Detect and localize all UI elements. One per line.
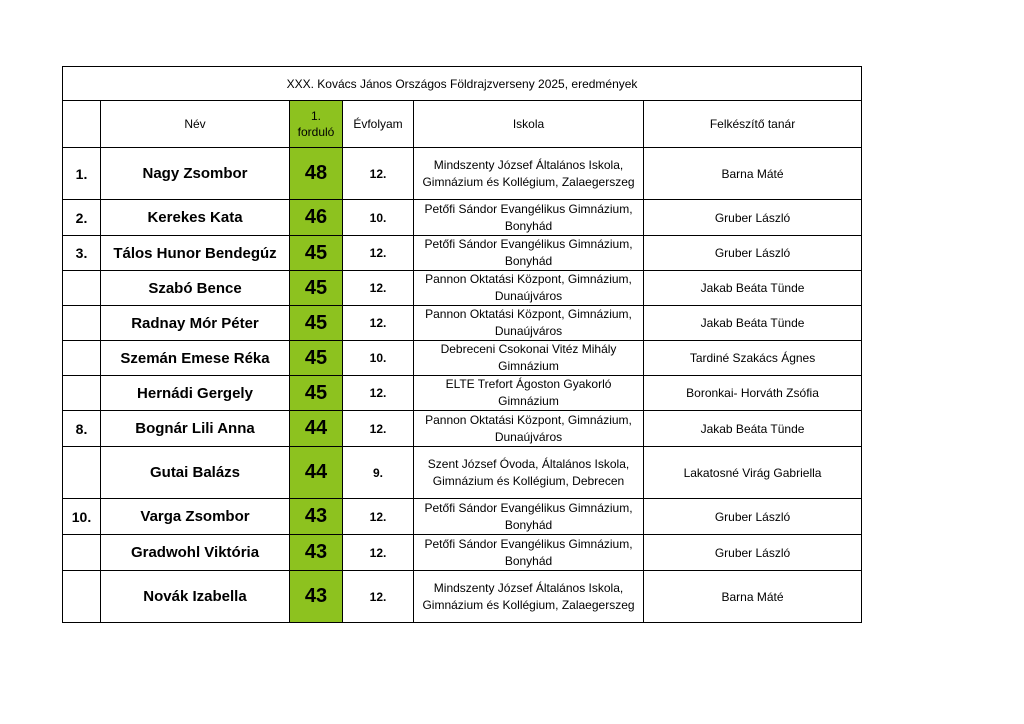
score-cell: 43 — [290, 535, 343, 571]
school-line: Gimnázium — [498, 394, 559, 408]
school-line: Bonyhád — [504, 254, 553, 268]
table-row — [63, 535, 862, 571]
table-row — [63, 341, 862, 376]
school-line: Petőfi Sándor Evangélikus Gimnázium, — [424, 201, 633, 216]
table-row — [63, 148, 862, 200]
school-line: Petőfi Sándor Evangélikus Gimnázium, — [424, 536, 633, 551]
teacher-cell: Gruber László — [644, 499, 862, 535]
school-cell — [414, 148, 644, 200]
grade-cell: 12. — [343, 148, 414, 200]
school-line: Debreceni Csokonai Vitéz Mihály — [440, 342, 617, 356]
school-line: Mindszenty József Általános Iskola, — [433, 157, 624, 172]
school-line: Szent József Óvoda, Általános Iskola, — [427, 456, 630, 471]
school-line: Dunaújváros — [494, 289, 563, 303]
grade-cell: 12. — [343, 571, 414, 623]
name-cell: Varga Zsombor — [101, 499, 290, 535]
school-line: Bonyhád — [504, 218, 553, 233]
score-cell: 43 — [290, 499, 343, 535]
school-line: Petőfi Sándor Evangélikus Gimnázium, — [424, 237, 633, 251]
school-line: Mindszenty József Általános Iskola, — [433, 580, 624, 595]
header-rank — [63, 101, 101, 148]
rank-cell: 1. — [63, 148, 101, 200]
table-row — [63, 376, 862, 411]
grade-cell: 12. — [343, 499, 414, 535]
table-row — [63, 306, 862, 341]
school-line: Bonyhád — [504, 553, 553, 568]
name-cell: Szabó Bence — [101, 271, 290, 306]
score-cell: 44 — [290, 411, 343, 447]
grade-cell: 10. — [343, 341, 414, 376]
name-cell: Tálos Hunor Bendegúz — [101, 236, 290, 271]
rank-cell — [63, 271, 101, 306]
table-title: XXX. Kovács János Országos Földrajzverseny 2025, eredmények — [63, 67, 862, 101]
table-row — [63, 200, 862, 236]
score-cell: 45 — [290, 376, 343, 411]
school-line: Dunaújváros — [494, 429, 563, 444]
teacher-cell: Boronkai- Horváth Zsófia — [644, 376, 862, 411]
name-cell: Gradwohl Viktória — [101, 535, 290, 571]
score-cell: 45 — [290, 271, 343, 306]
rank-cell — [63, 535, 101, 571]
teacher-cell: Gruber László — [644, 200, 862, 236]
header-round-line1: 1. — [310, 109, 321, 123]
name-cell: Radnay Mór Péter — [101, 306, 290, 341]
school-cell — [414, 447, 644, 499]
rank-cell: 3. — [63, 236, 101, 271]
teacher-cell: Gruber László — [644, 535, 862, 571]
school-cell — [414, 306, 644, 341]
name-cell: Bognár Lili Anna — [101, 411, 290, 447]
score-cell: 45 — [290, 341, 343, 376]
teacher-cell: Barna Máté — [644, 148, 862, 200]
header-teacher: Felkészítő tanár — [644, 101, 862, 148]
table-row — [63, 411, 862, 447]
rank-cell — [63, 571, 101, 623]
score-cell: 48 — [290, 148, 343, 200]
score-cell: 46 — [290, 200, 343, 236]
teacher-cell: Jakab Beáta Tünde — [644, 271, 862, 306]
table-row — [63, 271, 862, 306]
header-row — [63, 101, 862, 148]
school-cell — [414, 411, 644, 447]
score-cell: 44 — [290, 447, 343, 499]
results-table — [62, 66, 862, 623]
grade-cell: 12. — [343, 535, 414, 571]
rank-cell: 8. — [63, 411, 101, 447]
school-cell — [414, 236, 644, 271]
school-line: Dunaújváros — [494, 324, 563, 338]
grade-cell: 12. — [343, 411, 414, 447]
school-line: Gimnázium és Kollégium, Zalaegerszeg — [422, 174, 635, 189]
grade-cell: 12. — [343, 271, 414, 306]
rank-cell: 2. — [63, 200, 101, 236]
school-cell — [414, 376, 644, 411]
school-line: Pannon Oktatási Központ, Gimnázium, — [425, 272, 632, 286]
school-line: Pannon Oktatási Központ, Gimnázium, — [425, 412, 632, 427]
grade-cell: 12. — [343, 376, 414, 411]
table-row — [63, 236, 862, 271]
name-cell: Szemán Emese Réka — [101, 341, 290, 376]
rank-cell — [63, 341, 101, 376]
name-cell: Novák Izabella — [101, 571, 290, 623]
rank-cell — [63, 306, 101, 341]
rank-cell: 10. — [63, 499, 101, 535]
school-cell — [414, 571, 644, 623]
header-grade: Évfolyam — [343, 101, 414, 148]
teacher-cell: Barna Máté — [644, 571, 862, 623]
school-line: Gimnázium — [498, 359, 559, 373]
teacher-cell: Jakab Beáta Tünde — [644, 411, 862, 447]
table-row — [63, 571, 862, 623]
grade-cell: 10. — [343, 200, 414, 236]
header-name: Név — [101, 101, 290, 148]
school-cell — [414, 271, 644, 306]
score-cell: 45 — [290, 306, 343, 341]
school-cell — [414, 535, 644, 571]
teacher-cell: Jakab Beáta Tünde — [644, 306, 862, 341]
teacher-cell: Lakatosné Virág Gabriella — [644, 447, 862, 499]
rank-cell — [63, 376, 101, 411]
header-school: Iskola — [414, 101, 644, 148]
grade-cell: 12. — [343, 236, 414, 271]
teacher-cell: Gruber László — [644, 236, 862, 271]
school-cell — [414, 341, 644, 376]
name-cell: Hernádi Gergely — [101, 376, 290, 411]
school-line: Petőfi Sándor Evangélikus Gimnázium, — [424, 500, 633, 515]
teacher-cell: Tardiné Szakács Ágnes — [644, 341, 862, 376]
grade-cell: 12. — [343, 306, 414, 341]
name-cell: Gutai Balázs — [101, 447, 290, 499]
school-line: Pannon Oktatási Központ, Gimnázium, — [425, 307, 632, 321]
table-row — [63, 447, 862, 499]
school-line: Bonyhád — [504, 517, 553, 532]
header-round-line2: forduló — [297, 125, 335, 139]
rank-cell — [63, 447, 101, 499]
table-row — [63, 499, 862, 535]
school-cell — [414, 499, 644, 535]
name-cell: Nagy Zsombor — [101, 148, 290, 200]
school-line: ELTE Trefort Ágoston Gyakorló — [445, 377, 612, 391]
score-cell: 45 — [290, 236, 343, 271]
results-body — [63, 148, 862, 623]
title-row — [63, 67, 862, 101]
name-cell: Kerekes Kata — [101, 200, 290, 236]
header-round — [290, 101, 343, 148]
grade-cell: 9. — [343, 447, 414, 499]
school-cell — [414, 200, 644, 236]
score-cell: 43 — [290, 571, 343, 623]
school-line: Gimnázium és Kollégium, Debrecen — [432, 473, 625, 488]
school-line: Gimnázium és Kollégium, Zalaegerszeg — [422, 597, 635, 612]
